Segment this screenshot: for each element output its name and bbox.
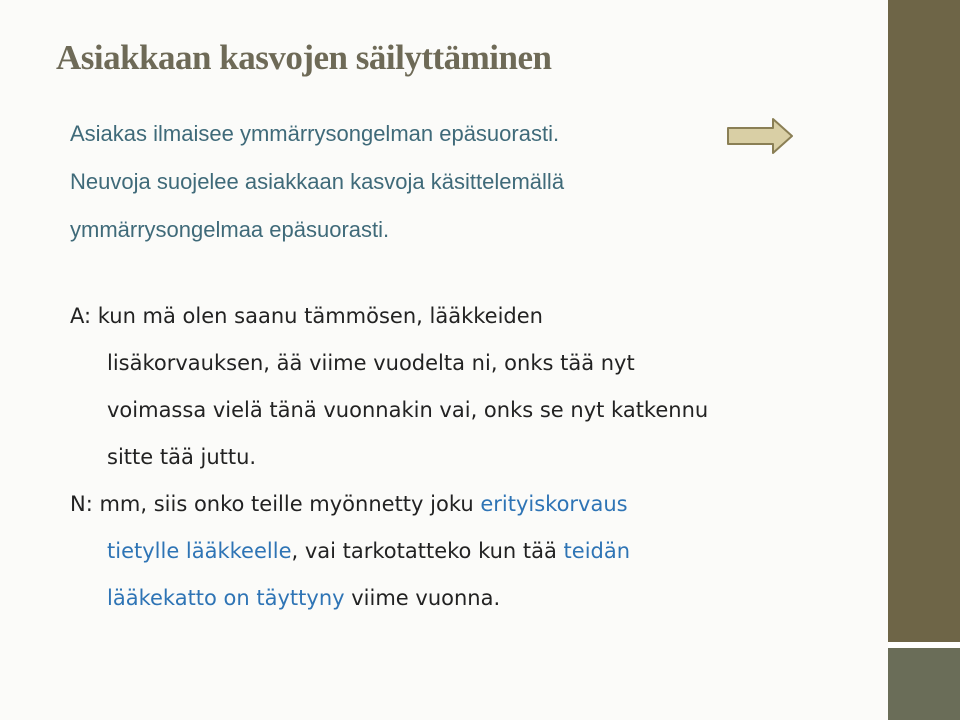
dialog-a-line-2: lisäkorvauksen, ää viime vuodelta ni, onks tää nyt — [107, 351, 635, 375]
dialog-n-text: , vai tarkotatteko kun tää — [291, 539, 564, 563]
dialog-n-text: viime vuonna. — [344, 586, 501, 610]
dialog-n-line-3 — [70, 575, 860, 622]
dialog-a-line-1: A: kun mä olen saanu tämmösen, lääkkeiden — [70, 304, 543, 328]
intro-text — [70, 110, 770, 254]
dialog-transcript — [70, 293, 860, 622]
side-decor-block — [888, 648, 960, 720]
side-decor-bar — [888, 0, 960, 642]
intro-line-1: Asiakas ilmaisee ymmärrysongelman epäsuorasti. — [70, 121, 560, 146]
intro-line-3: ymmärrysongelmaa epäsuorasti. — [70, 217, 390, 242]
highlight-erityiskorvaus: erityiskorvaus — [480, 492, 628, 516]
dialog-n-line-2 — [70, 528, 860, 575]
highlight-tietylle-laakkeelle: tietylle lääkkeelle — [107, 539, 292, 563]
highlight-teidan: teidän — [563, 539, 631, 563]
highlight-laakekatto: lääkekatto on täyttyny — [107, 586, 345, 610]
dialog-turn-n — [70, 481, 860, 622]
dialog-turn-a — [70, 293, 860, 481]
right-arrow-icon — [727, 118, 793, 154]
dialog-a-line-3: voimassa vielä tänä vuonnakin vai, onks se nyt katkennu — [107, 398, 709, 422]
dialog-n-line-1 — [70, 481, 860, 528]
dialog-n-text: N: mm, siis onko teille myönnetty joku — [70, 492, 481, 516]
dialog-a-line-4: sitte tää juttu. — [107, 445, 257, 469]
slide-title: Asiakkaan kasvojen säilyttäminen — [56, 38, 552, 77]
intro-line-2: Neuvoja suojelee asiakkaan kasvoja käsittelemällä — [70, 169, 565, 194]
